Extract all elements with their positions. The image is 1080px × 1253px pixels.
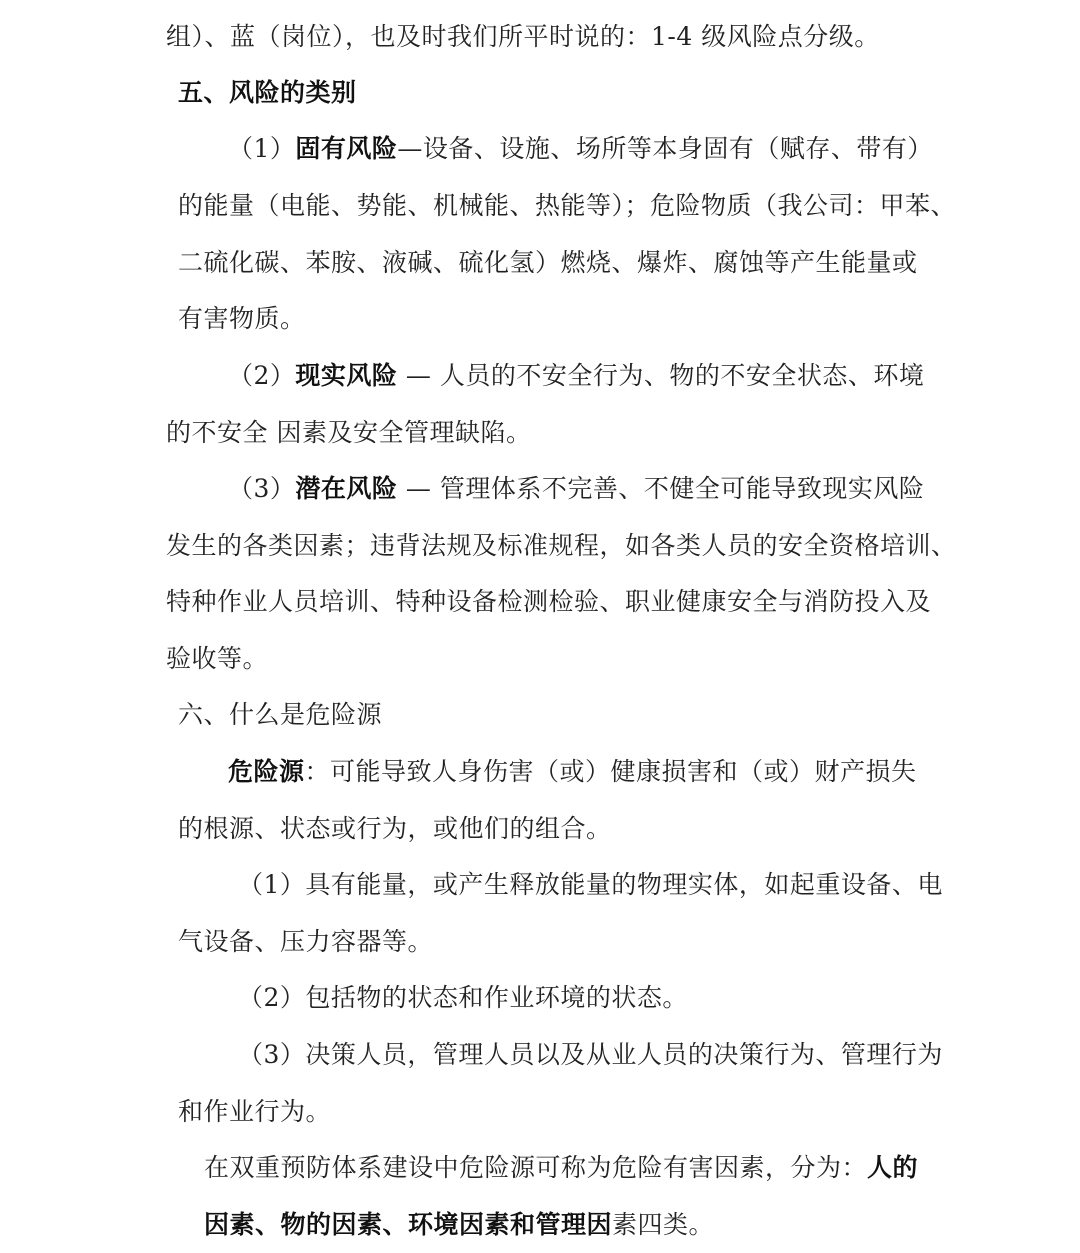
section-heading-5 xyxy=(178,76,357,110)
text: 素四类。 xyxy=(612,1210,715,1239)
paragraph-line xyxy=(166,585,931,619)
text: 的能量（电能、势能、机械能、热能等）；危险物质（我公司：甲苯、 xyxy=(178,191,957,220)
paragraph-line xyxy=(228,359,924,393)
term-real-risk: 现实风险 xyxy=(295,361,398,390)
heading-text: 六、什么是危险源 xyxy=(178,700,383,729)
text: 特种作业人员培训、特种设备检测检验、职业健康安全与消防投入及 xyxy=(166,587,932,616)
text: — 人员的不安全行为、物的不安全状态、环境 xyxy=(397,361,925,390)
paragraph-line xyxy=(166,20,880,54)
text: 的不安全 因素及安全管理缺陷。 xyxy=(166,418,532,447)
heading-text: 五、风险的类别 xyxy=(178,78,357,107)
text: 验收等。 xyxy=(166,644,269,673)
paragraph-line xyxy=(238,1038,943,1072)
term-potential-risk: 潜在风险 xyxy=(295,474,398,503)
text: — 管理体系不完善、不健全可能导致现实风险 xyxy=(397,474,925,503)
text: 在双重预防体系建设中危险源可称为危险有害因素，分为： xyxy=(204,1153,868,1182)
paragraph-line xyxy=(228,132,933,166)
paragraph-line xyxy=(228,472,924,506)
text: 和作业行为。 xyxy=(178,1097,332,1126)
text: —设备、设施、场所等本身固有（赋存、带有） xyxy=(397,134,933,163)
paragraph-line xyxy=(178,189,956,223)
paragraph-line xyxy=(166,529,957,563)
paragraph-line xyxy=(238,981,688,1015)
text: 的根源、状态或行为，或他们的组合。 xyxy=(178,814,612,843)
paragraph-line xyxy=(178,925,433,959)
item-number: （3） xyxy=(228,474,296,503)
text: 发生的各类因素；违背法规及标准规程，如各类人员的安全资格培训、 xyxy=(166,531,957,560)
item-number: （1） xyxy=(228,134,296,163)
text: 二硫化碳、苯胺、液碱、硫化氢）燃烧、爆炸、腐蚀等产生能量或 xyxy=(178,248,918,277)
section-heading-6 xyxy=(178,698,382,732)
text: （3）决策人员，管理人员以及从业人员的决策行为、管理行为 xyxy=(238,1040,943,1069)
text: 组）、蓝（岗位），也及时我们所平时说的：1-4 级风险点分级。 xyxy=(166,22,880,51)
paragraph-line xyxy=(178,246,918,280)
paragraph-line xyxy=(204,1151,918,1185)
term-hazard-source: 危险源 xyxy=(228,757,305,786)
text: ：可能导致人身伤害（或）健康损害和（或）财产损失 xyxy=(304,757,917,786)
paragraph-line xyxy=(238,868,943,902)
paragraph-line xyxy=(178,812,612,846)
item-number: （2） xyxy=(228,361,296,390)
paragraph-line xyxy=(178,302,306,336)
paragraph-line xyxy=(178,1095,331,1129)
text: （1）具有能量，或产生释放能量的物理实体，如起重设备、电 xyxy=(238,870,943,899)
text: 有害物质。 xyxy=(178,304,306,333)
term-inherent-risk: 固有风险 xyxy=(295,134,398,163)
category-human: 人的 xyxy=(867,1153,919,1182)
paragraph-line xyxy=(166,642,268,676)
paragraph-line xyxy=(228,755,917,789)
paragraph-line xyxy=(204,1208,714,1242)
text: （2）包括物的状态和作业环境的状态。 xyxy=(238,983,688,1012)
paragraph-line xyxy=(166,416,531,450)
categories-text: 因素、物的因素、环境因素和管理因 xyxy=(204,1210,613,1239)
text: 气设备、压力容器等。 xyxy=(178,927,434,956)
